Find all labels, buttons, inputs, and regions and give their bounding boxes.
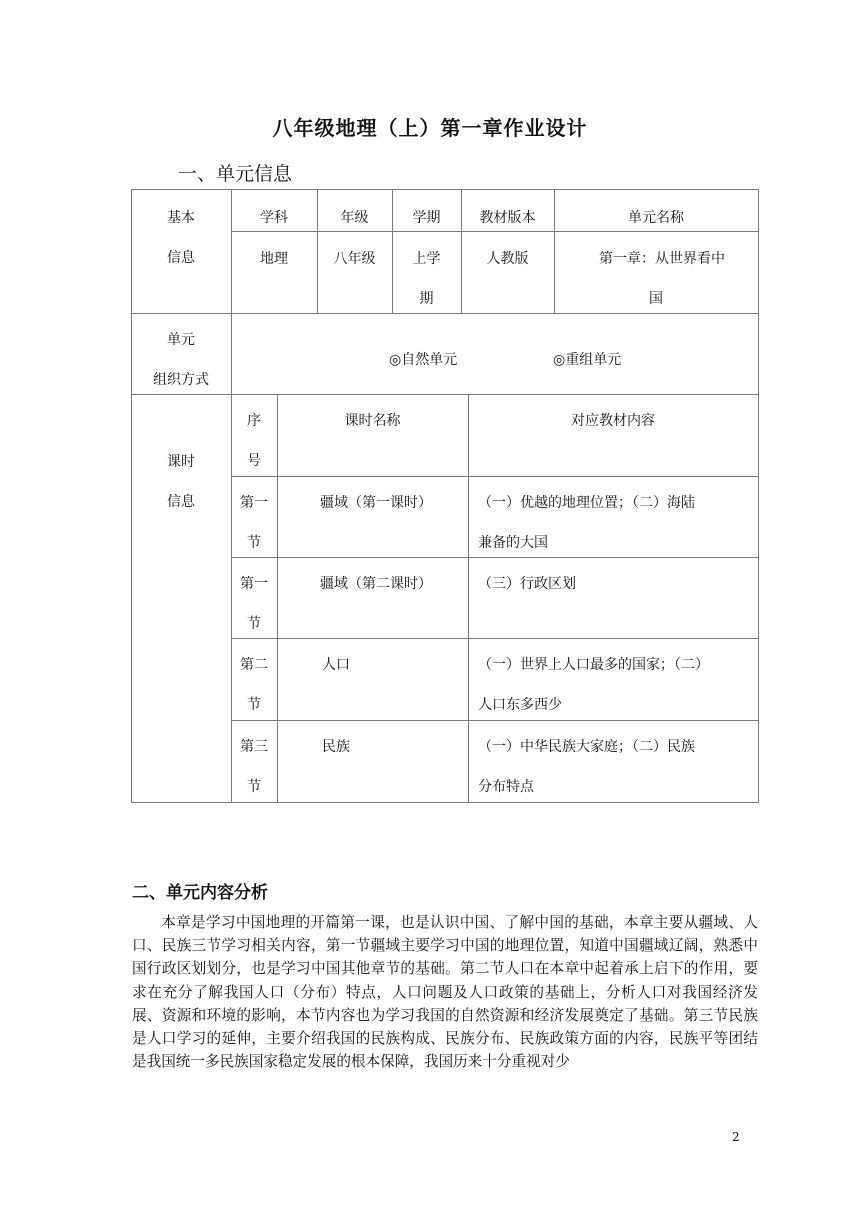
regroup-unit-option: ◎重组单元 <box>553 352 622 368</box>
lesson-info-label: 课时 信息 <box>167 454 195 510</box>
lesson-header-name: 课时名称 <box>344 413 401 429</box>
section-heading-content-analysis: 二、单元内容分析 <box>132 883 268 903</box>
analysis-paragraph: 本章是学习中国地理的开篇第一课，也是认识中国、了解中国的基础，本章主要从疆域、人口、民族三节学习相关内容，第一节疆域主要学习中国的地理位置，知道中国疆域辽阔，熟悉中国行政区划划分，也是学习中国其他章节的基础。第二节人口在本章中起着承上启下的作用，要求在充分了解我国人口（分布）特点，人口问题及人口政策的基础上，分析人口对我国经济发展、资源和环境的影响，本节内容也为学习我国的自然资源和经济发展奠定了基础。第三节民族是人口学习的延伸，主要介绍我国的民族构成、民族分布、民族政策方面的内容，民族平等团结是我国统一多民族国家稳定发展的根本保障，我国历来十分重视对少 <box>132 914 758 1071</box>
header-subject: 学科 <box>260 210 288 226</box>
section-heading-unit-info: 一、单元信息 <box>178 163 293 185</box>
lesson-name: 民族 <box>322 739 350 755</box>
lesson-header-seq: 序 号 <box>247 413 261 469</box>
value-term: 上学 期 <box>412 251 441 307</box>
lesson-content: （三）行政区划 <box>478 576 576 592</box>
lesson-content: （一）中华民族大家庭；（二）民族 分布特点 <box>478 739 695 795</box>
natural-unit-option: ◎自然单元 <box>389 352 458 368</box>
lesson-header-content: 对应教材内容 <box>571 413 655 429</box>
value-grade: 八年级 <box>333 251 376 267</box>
lesson-name: 疆域（第二课时） <box>320 576 432 592</box>
value-subject: 地理 <box>260 251 288 267</box>
header-term: 学期 <box>412 210 441 226</box>
value-edition: 人教版 <box>486 251 529 267</box>
value-unit-name: 第一章：从世界看中 国 <box>599 251 725 307</box>
organization-label: 单元 组织方式 <box>153 332 209 388</box>
header-grade: 年级 <box>340 210 369 226</box>
header-unit-name: 单元名称 <box>628 210 684 226</box>
lesson-name: 疆域（第一课时） <box>320 495 432 511</box>
lesson-seq: 第一 节 <box>240 495 268 551</box>
lesson-seq: 第二 节 <box>240 657 268 713</box>
lesson-content: （一）世界上人口最多的国家；（二） 人口东多西少 <box>478 657 709 713</box>
document-title: 八年级地理（上）第一章作业设计 <box>272 116 588 140</box>
header-edition: 教材版本 <box>479 210 536 226</box>
page-number: 2 <box>732 1130 740 1144</box>
lesson-seq: 第三 节 <box>240 739 268 795</box>
lesson-name: 人口 <box>322 657 350 673</box>
lesson-content: （一）优越的地理位置；（二）海陆 兼备的大国 <box>478 495 695 551</box>
basic-info-label: 基本 信息 <box>167 210 195 266</box>
lesson-seq: 第一 节 <box>240 576 268 632</box>
